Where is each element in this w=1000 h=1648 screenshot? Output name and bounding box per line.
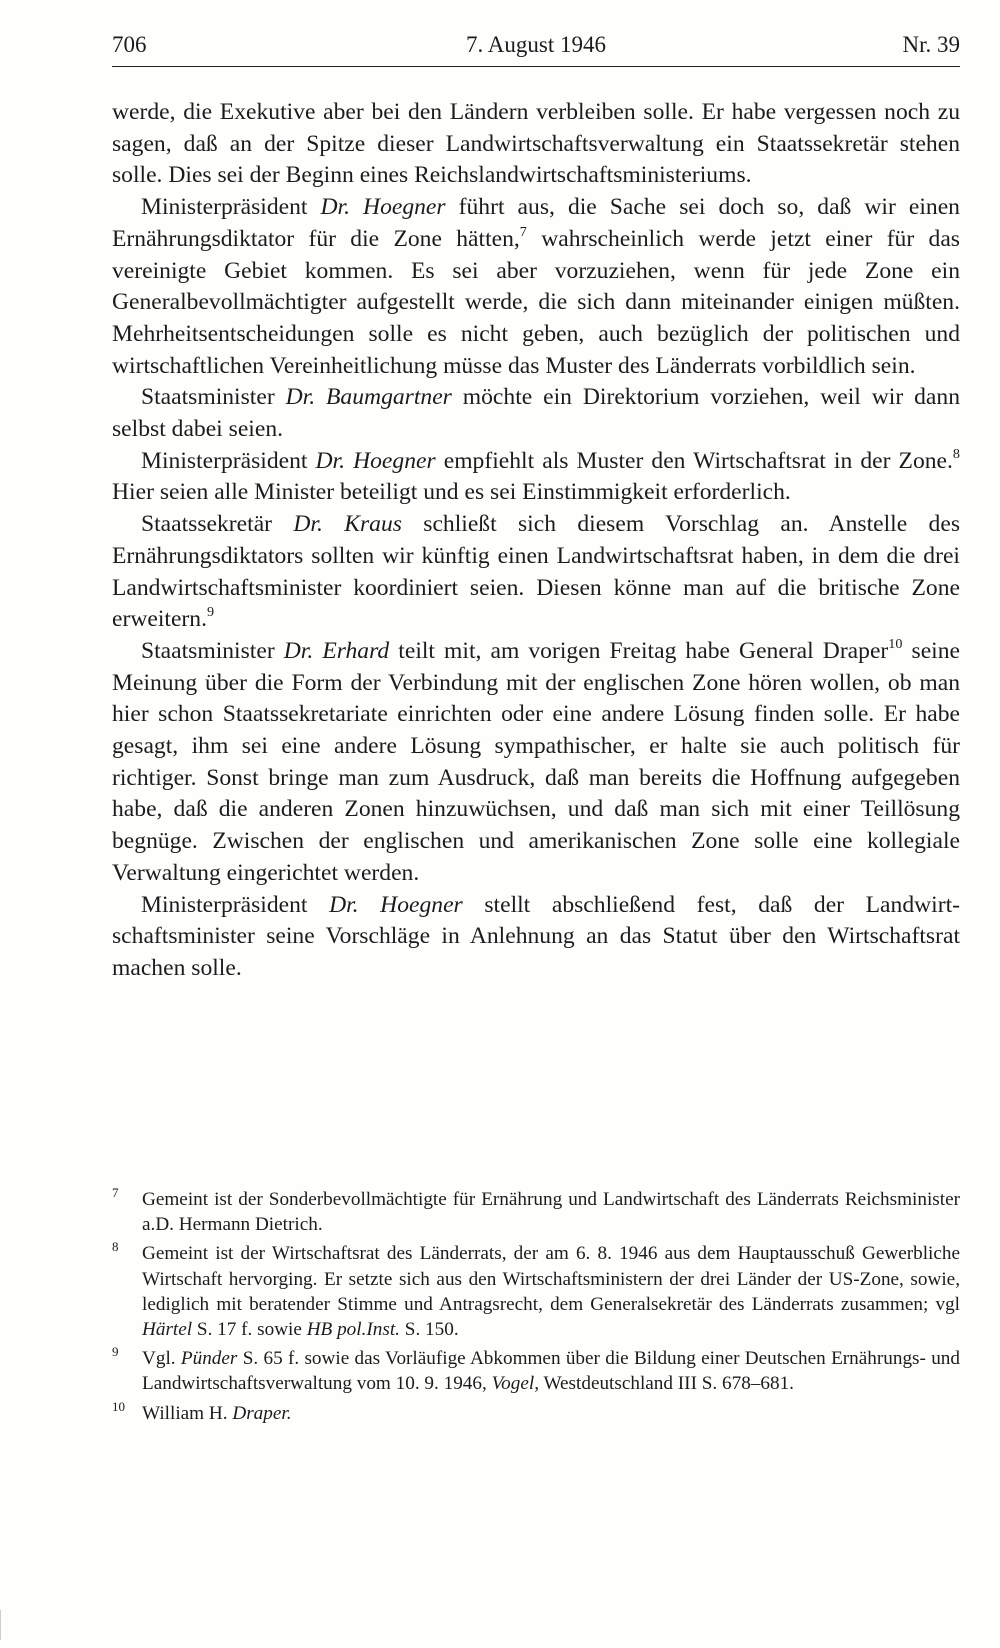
running-header — [112, 30, 960, 67]
footnote-number: 9 — [112, 1344, 119, 1360]
speaker-name: Dr. Baumgartner — [285, 384, 452, 411]
footnote-text: S. 150. — [399, 1319, 459, 1341]
speaker-title: Staatsminister — [141, 637, 284, 664]
footnote-citation: Pünder — [180, 1348, 238, 1370]
paragraph-text: wahrscheinlich werde jetzt einer für das vereinigte Gebiet kommen. Es sei aber vorzuziehen, wenn für jede Zone ein Generalbevollmächtigter aufgestellt werde, die sich dann miteinander einigen müßten. Mehrheitsentscheidungen solle es nicht geben, auch bezüglich der politischen und wirtschaftlichen Vereinheitlichung müsse das Muster des Länderrats vorbildlich sein. — [112, 225, 960, 379]
footnote-text: S. 17 f. sowie — [192, 1319, 307, 1341]
page-number: 706 — [112, 32, 147, 57]
paragraph-5 — [112, 509, 960, 636]
page-edge-mark — [0, 1610, 9, 1640]
footnotes — [112, 1187, 960, 1430]
footnote-citation: Vogel, — [491, 1373, 540, 1395]
speaker-title: Ministerpräsident — [141, 447, 316, 474]
main-text — [112, 97, 960, 985]
speaker-name: Dr. Hoegner — [315, 447, 436, 474]
footnote-citation: Härtel — [142, 1319, 193, 1341]
footnote-citation: Draper. — [232, 1402, 292, 1424]
paragraph-7 — [112, 890, 960, 985]
footnote-text: William H. — [142, 1402, 233, 1424]
paragraph-1: werde, die Exekutive aber bei den Ländern verbleiben solle. Er habe vergessen noch zu sagen, daß an der Spitze dieser Landwirtschaftsverwaltung ein Staatssekretär stehen solle. Dies sei der Beginn eines Reichslandwirtschaftsministeriums. — [112, 99, 960, 189]
paragraph-text: schließt sich diesem Vorschlag an. Anstelle des Ernährungsdiktators sollten wir künftig einen Landwirtschaftsrat haben, in dem die drei Landwirtschaftsminister koordiniert seien. Diesen könne man auf die britische Zone erweitern. — [112, 511, 960, 633]
speaker-title: Ministerpräsident — [141, 194, 321, 221]
paragraph-text: Hier seien alle Minister beteiligt und es sei Einstimmigkeit erforderlich. — [112, 479, 791, 506]
footnote-text: Gemeint ist der Wirtschaftsrat des Länderrats, der am 6. 8. 1946 aus dem Hauptausschuß Gewerbliche Wirtschaft hervorging. Er setzte sich aus den Wirtschaftsministern der drei Länder der US-Zone, sowie, lediglich mit beratender Stimme und Antragsrecht, dem Generalsekretär des Länderrats zusammen; vgl — [142, 1243, 960, 1315]
footnote-text: Vgl. — [142, 1348, 181, 1370]
footnote-ref[interactable]: 9 — [206, 604, 215, 621]
footnote-10 — [112, 1398, 960, 1426]
footnote-text: Westdeutschland III S. 678–681. — [539, 1373, 794, 1395]
paragraph-6 — [112, 636, 960, 890]
footnote-text: Gemeint ist der Sonderbevollmächtigte für Ernährung und Landwirtschaft des Länderrats Reichsminister a.D. Hermann Dietrich. — [142, 1189, 960, 1236]
speaker-name: Dr. Hoegner — [329, 891, 463, 918]
footnote-number: 10 — [112, 1398, 125, 1414]
paragraph-text: empfiehlt als Muster den Wirtschaftsrat in der Zone. — [435, 447, 953, 474]
paragraph-text: seine Meinung über die Form der Verbindung mit der englischen Zone hören wollen, ob man hier schon Staatssekretariate einrichten oder eine andere Lösung finden solle. Er habe gesagt, ihm sei eine andere Lösung sympathischer, er halte sie auch politisch für richtiger. Sonst bringe man zum Ausdruck, daß man bereits die Hoffnung aufgegeben habe, daß die anderen Zonen hinzuwüchsen, und daß man sich mit einer Teillösung begnüge. Zwischen der englischen und amerikanischen Zone solle eine kollegiale Verwaltung eingerichtet werden. — [112, 637, 960, 886]
speaker-name: Dr. Hoegner — [320, 194, 446, 221]
paragraph-text: möchte ein Direktorium vorziehen, weil wir dann selbst dabei seien. — [112, 384, 960, 443]
footnote-citation: HB pol.Inst. — [306, 1319, 400, 1341]
paragraph-4 — [112, 446, 960, 509]
footnote-ref[interactable]: 10 — [888, 636, 903, 653]
paragraph-2 — [112, 192, 960, 382]
speaker-name: Dr. Erhard — [283, 637, 390, 664]
footnote-number: 7 — [112, 1185, 119, 1200]
footnote-text: S. 65 f. sowie das Vorläufige Abkommen über die Bildung einer Deutschen Ernährungs- und Landwirtschaftsverwaltung vom 10. 9. 1946, — [142, 1348, 960, 1395]
footnote-7 — [112, 1187, 960, 1237]
speaker-title: Ministerpräsident — [141, 891, 330, 918]
footnote-9 — [112, 1346, 960, 1396]
footnote-ref[interactable]: 8 — [952, 445, 960, 462]
paragraph-text: führt aus, die Sache sei doch so, daß wir einen Ernährungsdiktator für die Zone hätten, — [112, 194, 960, 252]
paragraph-3 — [112, 382, 960, 445]
issue-number: Nr. 39 — [902, 32, 960, 57]
paragraph-text: stellt abschließend fest, daß der Landwirtschaftsminister seine Vorschläge in Anlehnung an das Statut über den Wirtschaftsrat machen solle. — [112, 891, 960, 981]
header-date: 7. August 1946 — [466, 32, 606, 57]
footnote-ref[interactable]: 7 — [519, 223, 527, 240]
speaker-name: Dr. Kraus — [293, 511, 402, 538]
footnote-8 — [112, 1241, 960, 1342]
speaker-title: Staatsminister — [141, 384, 286, 411]
footnote-number: 8 — [112, 1239, 119, 1255]
speaker-title: Staatssekretär — [141, 511, 294, 538]
paragraph-text: teilt mit, am vorigen Freitag habe General Draper — [389, 637, 889, 664]
